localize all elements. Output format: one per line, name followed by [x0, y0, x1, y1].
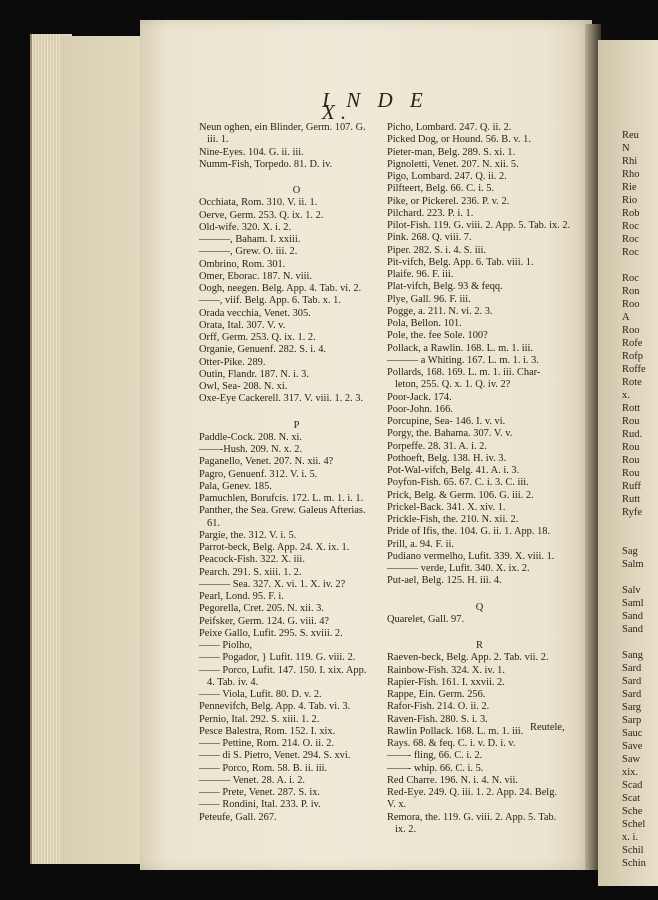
index-entry: Pilot-Fish. 119. G. viii. 2. App. 5. Tab. ix. 2.	[387, 220, 571, 231]
index-entry: Pargie, the. 312. V. i. 5.	[199, 529, 297, 541]
facing-page-fragment: Rote	[622, 377, 642, 388]
index-entry: Raeven-beck, Belg. App. 2. Tab. vii. 2.	[387, 652, 549, 664]
index-entry: ——— verde, Lufit. 340. X. ix. 2.	[387, 563, 530, 574]
index-entry: Plat-vifch, Belg. 93 & feqq.	[387, 281, 503, 293]
index-entry: Poor-Jack. 174.	[387, 391, 452, 403]
index-entry: —— Viola, Lufit. 80. D. v. 2.	[199, 689, 322, 700]
section-letter: R	[476, 640, 483, 652]
facing-page-fragment: Salm	[622, 559, 644, 570]
facing-page-fragment: Sard	[622, 676, 642, 687]
index-entry: —— Pettine, Rom. 214. O. ii. 2.	[199, 738, 335, 749]
index-entry: Paganello, Venet. 207. N. xii. 4?	[199, 456, 334, 468]
index-entry: Peacock-Fish. 322. X. iii.	[199, 554, 305, 566]
facing-page-fragment: Sand	[622, 611, 643, 622]
index-entry: Remora, the. 119. G. viii. 2. App. 5. Tab.	[387, 811, 557, 823]
index-entry: Pink. 268. Q. viii. 7.	[387, 232, 472, 244]
index-entry: Occhiata, Rom. 310. V. ii. 1.	[199, 197, 318, 209]
facing-page-fragment: Rutt	[622, 494, 641, 505]
index-entry: Prickle-Fish, the. 210. N. xii. 2.	[387, 514, 519, 525]
facing-page-fragment: Rio	[622, 195, 638, 206]
index-entry: —— Piolho,	[199, 640, 253, 651]
facing-page-fragment: Roo	[622, 299, 640, 310]
facing-page-fragment: Rou	[622, 468, 640, 479]
index-entry: Quarelet, Gall. 97.	[387, 613, 465, 625]
facing-page-fragment: Rou	[622, 455, 640, 466]
index-entry: Pogge, a. 211. N. vi. 2. 3.	[387, 305, 493, 317]
index-entry: ——, viif. Belg. App. 6. Tab. x. 1.	[199, 295, 341, 307]
index-entry: Pike, or Pickerel. 236. P. v. 2.	[387, 195, 510, 207]
facing-page-fragment: Rott	[622, 403, 641, 414]
facing-page-fragment: Rho	[622, 169, 640, 180]
index-entry: Pennevifch, Belg. App. 4. Tab. vi. 3.	[199, 701, 351, 713]
index-entry	[199, 171, 394, 183]
index-entry: Rafor-Fish. 214. O. ii. 2.	[387, 701, 490, 713]
index-entry: ——- whip. 66. C. i. 5.	[387, 762, 484, 774]
facing-page-fragment: N	[622, 143, 630, 154]
index-entry: Pearl, Lond. 95. F. i.	[199, 591, 284, 602]
facing-page-fragment: Roffe	[622, 364, 646, 375]
index-entry: ix. 2.	[395, 823, 417, 835]
index-entry: Red-Eye. 249. Q. iii. 1. 2. App. 24. Belg.	[387, 787, 557, 798]
index-entry: Pegorella, Cret. 205. N. xii. 3.	[199, 603, 324, 615]
facing-page-fragment: Sard	[622, 689, 642, 700]
index-entry: Outin, Flandr. 187. N. i. 3.	[199, 368, 309, 380]
index-entry	[387, 588, 572, 600]
facing-page-fragment: x. i.	[622, 832, 639, 843]
index-entry: Peteufe, Gall. 267.	[199, 811, 277, 823]
facing-page-fragment: Schil	[622, 845, 644, 856]
section-letter: Q	[475, 601, 484, 613]
index-entry: Organie, Genuenf. 282. S. i. 4.	[199, 344, 327, 356]
facing-page-fragment: xix.	[622, 767, 639, 778]
index-entry: iii. 1.	[207, 134, 229, 146]
index-entry: ———, Baham. I. xxiii.	[199, 234, 301, 245]
facing-page-fragment: Reu	[622, 130, 639, 141]
section-letter: O	[292, 185, 301, 197]
facing-page-fragment: Rhi	[622, 156, 638, 167]
facing-page-fragment: Sang	[622, 650, 643, 661]
facing-page-fragment: Salv	[622, 585, 641, 596]
facing-page	[598, 40, 658, 886]
facing-page-fragment: Rob	[622, 208, 640, 219]
index-entry: Oerve, Germ. 253. Q. ix. 1. 2.	[199, 209, 324, 221]
index-entry: Pudiano vermelho, Lufit. 339. X. viii. 1.	[387, 550, 555, 562]
index-entry: Omer, Eborac. 187. N. viii.	[199, 270, 312, 282]
index-entry: 4. Tab. iv. 4.	[207, 676, 259, 688]
index-entry: Red Charre. 196. N. i. 4. N. vii.	[387, 774, 519, 786]
index-entry: Pot-Wal-vifch, Belg. 41. A. i. 3.	[387, 465, 520, 476]
facing-page-fragment: Ryfe	[622, 507, 642, 518]
facing-page-fragment: Rofe	[622, 338, 643, 349]
index-entry: Poor-John. 166.	[387, 403, 453, 415]
index-entry: Pilchard. 223. P. i. 1.	[387, 207, 474, 219]
index-entry: Ombrino, Rom. 301.	[199, 258, 286, 270]
index-entry: Rainbow-Fish. 324. X. iv. 1.	[387, 664, 505, 676]
index-entry: leton, 255. Q. x. 1. Q. iv. 2?	[395, 379, 511, 391]
index-entry: Orff, Germ. 253. Q. ix. 1. 2.	[199, 332, 316, 343]
facing-page-fragment: Rie	[622, 182, 637, 193]
facing-page-fragment: Sand	[622, 624, 643, 635]
index-entry: Pola, Bellon. 101.	[387, 318, 462, 329]
index-entry: Otter-Pike. 289.	[199, 356, 266, 368]
index-entry: Prickel-Back. 341. X. xiv. 1.	[387, 501, 506, 513]
index-entry: Porpeffe. 28. 31. A. i. 2.	[387, 440, 487, 452]
index-entry: Pernio, Ital. 292. S. xiii. 1. 2.	[199, 713, 320, 725]
facing-page-fragment: Sarg	[622, 702, 642, 713]
index-entry: —— di S. Pietro, Venet. 294. S. xvi.	[199, 750, 351, 762]
facing-page-fragment: Roo	[622, 325, 640, 336]
facing-page-fragment: Roc	[622, 247, 639, 258]
index-entry: —— Porco, Lufit. 147. 150. I. xix. App.	[199, 664, 367, 676]
index-entry: Rapier-Fish. 161. I. xxvii. 2.	[387, 676, 505, 688]
index-entry: Pothoeft, Belg. 138. H. iv. 3.	[387, 452, 507, 464]
facing-page-fragment: Sche	[622, 806, 643, 817]
index-column-left	[199, 122, 394, 824]
index-entry: Pieter-man, Belg. 289. S. xi. 1.	[387, 146, 516, 158]
facing-page-fragment: Save	[622, 741, 643, 752]
facing-page-fragment: Rofp	[622, 351, 643, 362]
index-entry: Peifsker, Germ. 124. G. viii. 4?	[199, 615, 330, 627]
page-title: I N D E X.	[322, 88, 429, 125]
index-entry: Prill, a. 94. F. ii.	[387, 538, 455, 550]
index-entry: Plye, Gall. 96. F. iii.	[387, 293, 471, 305]
index-entry: Neun oghen, ein Blinder, Germ. 107. G.	[199, 122, 366, 133]
facing-page-fragment: Sarp	[622, 715, 642, 726]
index-entry: Rawlin Pollack. 168. L. m. 1. iii.	[387, 725, 524, 737]
index-entry: ——— Sea. 327. X. vi. 1. X. iv. 2?	[199, 578, 346, 590]
index-entry: Poyfon-Fish. 65. 67. C. i. 3. C. iii.	[387, 477, 529, 489]
index-entry: Pride of Ifis, the. 104. G. ii. 1. App. 18.	[387, 526, 551, 538]
index-entry: Paddle-Cock. 208. N. xi.	[199, 431, 303, 443]
facing-page-fragment: Rud.	[622, 429, 643, 440]
index-entry: Pigo, Lombard. 247. Q. ii. 2.	[387, 171, 507, 182]
index-entry: —— Pogador, } Lufit. 119. G. viii. 2.	[199, 652, 356, 664]
facing-page-fragment: Saw	[622, 754, 641, 765]
index-entry: Old-wife. 320. X. i. 2.	[199, 221, 292, 233]
facing-page-fragment: x.	[622, 390, 630, 401]
index-entry: Orada vecchia, Venet. 305.	[199, 307, 311, 319]
facing-page-fragment: Scat	[622, 793, 641, 804]
index-entry: Owl, Sea- 208. N. xi.	[199, 381, 288, 392]
index-entry: Porgy, the. Bahama. 307. V. v.	[387, 428, 513, 440]
facing-page-fragment: Ruff	[622, 481, 642, 492]
index-entry: Peixe Gallo, Lufit. 295. S. xviii. 2.	[199, 627, 343, 639]
index-entry: —— Porco, Rom. 58. B. ii. iii.	[199, 762, 328, 774]
index-entry: ——- fling, 66. C. i. 2.	[387, 750, 483, 762]
index-entry: ——— a Whiting. 167. L. m. 1. i. 3.	[387, 354, 539, 366]
index-entry: Raven-Fish. 280. S. i. 3.	[387, 713, 488, 725]
facing-page-fragment: Rou	[622, 442, 640, 453]
facing-page-fragment: Sard	[622, 663, 642, 674]
index-entry	[387, 626, 572, 638]
section-letter: P	[293, 419, 300, 431]
facing-page-fragment: A	[622, 312, 630, 323]
index-entry: 61.	[207, 517, 220, 529]
index-entry: Numm-Fish, Torpedo. 81. D. iv.	[199, 158, 333, 170]
index-entry: Pole, the. fee Sole. 100?	[387, 330, 488, 342]
index-entry: ———, Grew. O. iii. 2.	[199, 246, 298, 258]
facing-page-fragment: Scad	[622, 780, 643, 791]
index-entry: Piper. 282. S. i. 4. S. iii.	[387, 244, 487, 256]
index-entry: Picho, Lombard. 247. Q. ii. 2.	[387, 122, 512, 133]
index-entry: Pilfteert, Belg. 66. C. i. 5.	[387, 183, 495, 195]
facing-page-fragment: Schel	[622, 819, 646, 830]
facing-page-fragment: Sauc	[622, 728, 643, 739]
index-entry	[199, 406, 394, 418]
index-entry: ——-Hush. 209. N. x. 2.	[199, 444, 303, 455]
index-entry: Oxe-Eye Cackerell. 317. V. viii. 1. 2. 3.	[199, 393, 364, 405]
facing-page-fragment: Roc	[622, 221, 639, 232]
facing-page-fragment: Schin	[622, 858, 646, 869]
index-entry: V. x.	[387, 799, 407, 811]
index-entry: Pignoletti, Venet. 207. N. xii. 5.	[387, 158, 519, 170]
index-entry: Pagro, Genuenf. 312. V. i. 5.	[199, 468, 318, 480]
facing-page-fragment: Rou	[622, 416, 640, 427]
facing-page-fragment: Sag	[622, 546, 638, 557]
index-entry: Nine-Eyes. 104. G. ii. iii.	[199, 146, 304, 158]
index-entry: ——— Venet. 28. A. i. 2.	[199, 774, 306, 786]
index-entry: Parrot-beck, Belg. App. 24. X. ix. 1.	[199, 542, 350, 553]
index-entry: Pollards, 168. 169. L. m. 1. iii. Char-	[387, 367, 541, 378]
facing-page-fragment: Roc	[622, 234, 639, 245]
index-entry: Plaife. 96. F. iii.	[387, 269, 454, 280]
facing-page-fragment: Saml	[622, 598, 644, 609]
catchword: Reutele,	[530, 722, 565, 733]
index-entry: Oogh, neegen. Belg. App. 4. Tab. vi. 2.	[199, 283, 362, 294]
index-entry: Rays. 68. & feq. C. i. v. D. i. v.	[387, 738, 516, 749]
index-entry: Picked Dog, or Hound. 56. B. v. 1.	[387, 134, 531, 146]
index-entry: Prick, Belg. & Germ. 106. G. iii. 2.	[387, 489, 534, 501]
index-entry: Pit-vifch, Belg. App. 6. Tab. viii. 1.	[387, 256, 534, 268]
index-entry: Orata, Ital. 307. V. v.	[199, 319, 286, 331]
index-entry: Pamuchlen, Borufcis. 172. L. m. 1. i. 1.	[199, 493, 364, 504]
index-entry: Pollack, a Rawlin. 168. L. m. 1. iii.	[387, 342, 534, 354]
index-entry: Panther, the Sea. Grew. Galeus Afterias.	[199, 505, 366, 517]
index-entry: —— Rondini, Ital. 233. P. iv.	[199, 799, 321, 811]
facing-page-fragment: Ron	[622, 286, 640, 297]
index-entry: Rappe, Ein. Germ. 256.	[387, 689, 486, 700]
index-entry: —— Prete, Venet. 287. S. ix.	[199, 787, 321, 798]
index-entry: Pearch. 291. S. xiii. 1. 2.	[199, 566, 302, 578]
index-entry: Put-ael, Belg. 125. H. iii. 4.	[387, 575, 502, 587]
index-entry: Pesce Balestra, Rom. 152. I. xix.	[199, 725, 336, 737]
index-entry: Pala, Genev. 185.	[199, 480, 272, 492]
facing-page-fragment: Roc	[622, 273, 639, 284]
index-entry: Porcupine, Sea- 146. I. v. vi.	[387, 416, 506, 427]
